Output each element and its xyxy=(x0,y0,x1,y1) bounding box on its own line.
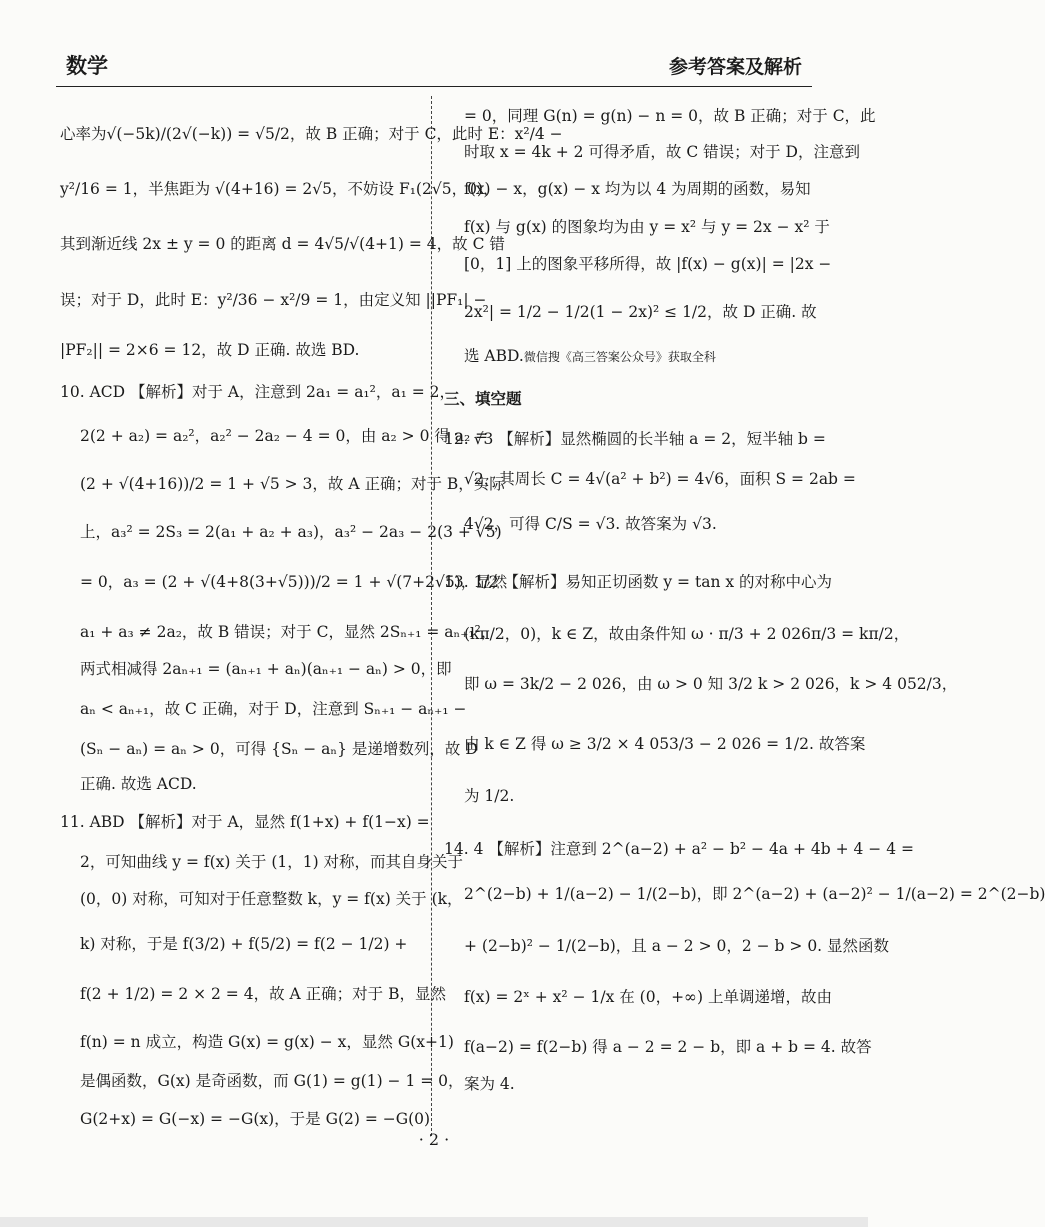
page-header-title: 参考答案及解析 xyxy=(668,56,802,78)
text-line: 正确. 故选 ACD. xyxy=(80,775,197,793)
text-line: aₙ < aₙ₊₁，故 C 正确，对于 D，注意到 Sₙ₊₁ − aₙ₊₁ − xyxy=(80,700,467,718)
text-line: a₁ + a₃ ≠ 2a₂，故 B 错误；对于 C，显然 2Sₙ₊₁ = aₙ₊₁²， xyxy=(80,623,497,641)
answer-14: 14. 4 【解析】注意到 2^(a−2) + a² − b² − 4a + 4b + 4 − 4 = xyxy=(444,840,914,858)
text-line: 案为 4. xyxy=(464,1075,515,1093)
text-line: 是偶函数，G(x) 是奇函数，而 G(1) = g(1) − 1 = 0， xyxy=(80,1072,464,1090)
text-line: y²/16 = 1，半焦距为 √(4+16) = 2√5，不妨设 F₁(2√5，0)， xyxy=(60,180,499,198)
text-line: 两式相减得 2aₙ₊₁ = (aₙ₊₁ + aₙ)(aₙ₊₁ − aₙ) > 0，即 xyxy=(80,660,452,678)
answer-12: 12. √3 【解析】显然椭圆的长半轴 a = 2，短半轴 b = xyxy=(444,430,826,448)
text-line: 误；对于 D，此时 E：y²/36 − x²/9 = 1，由定义知 ||PF₁| − xyxy=(60,291,487,309)
watermark-note: 微信搜《高三答案公众号》获取全科 xyxy=(523,350,716,364)
page-number: · 2 · xyxy=(418,1130,450,1149)
text-line: 时取 x = 4k + 2 可得矛盾，故 C 错误；对于 D，注意到 xyxy=(464,143,860,161)
text-line: k) 对称，于是 f(3/2) + f(5/2) = f(2 − 1/2) + xyxy=(80,935,408,953)
text-line: + (2−b)² − 1/(2−b)，且 a − 2 > 0，2 − b > 0. 显然函数 xyxy=(464,937,890,955)
answer-13: 13. 1/2 【解析】易知正切函数 y = tan x 的对称中心为 xyxy=(444,573,833,591)
text-line: 为 1/2. xyxy=(464,787,515,805)
text-line: f(x) = 2ˣ + x² − 1/x 在 (0，+∞) 上单调递增，故由 xyxy=(464,988,832,1006)
text-line: (2 + √(4+16))/2 = 1 + √5 > 3，故 A 正确；对于 B，实际 xyxy=(80,475,505,493)
text-line: 2x²| = 1/2 − 1/2(1 − 2x)² ≤ 1/2，故 D 正确. 故 xyxy=(464,303,817,321)
text-line: f(n) = n 成立，构造 G(x) = g(x) − x，显然 G(x+1) xyxy=(80,1033,454,1051)
text-line: (kπ/2，0)，k ∈ Z，故由条件知 ω · π/3 + 2 026π/3 = kπ/2， xyxy=(464,625,910,643)
section-title: 三、填空题 xyxy=(444,390,522,408)
text-line: 即 ω = 3k/2 − 2 026，由 ω > 0 知 3/2 k > 2 026，k > 4 052/3， xyxy=(464,675,958,693)
text-line: 2(2 + a₂) = a₂²，a₂² − 2a₂ − 4 = 0，由 a₂ > 0 得 a₂ = xyxy=(80,427,489,445)
text-line: (0，0) 对称，可知对于任意整数 k，y = f(x) 关于 (k， xyxy=(80,890,463,908)
text-line: 2，可知曲线 y = f(x) 关于 (1，1) 对称，而其自身关于 xyxy=(80,853,464,871)
text-line: f(x) 与 g(x) 的图象均为由 y = x² 与 y = 2x − x² 于 xyxy=(464,218,830,236)
text-line: 由 k ∈ Z 得 ω ≥ 3/2 × 4 053/3 − 2 026 = 1/2. 故答案 xyxy=(464,735,866,753)
answer-11: 11. ABD 【解析】对于 A，显然 f(1+x) + f(1−x) = xyxy=(60,813,430,831)
text-line: f(a−2) = f(2−b) 得 a − 2 = 2 − b，即 a + b = 4. 故答 xyxy=(464,1038,872,1056)
text-line: f(2 + 1/2) = 2 × 2 = 4，故 A 正确；对于 B，显然 xyxy=(80,985,446,1003)
text-line xyxy=(464,344,716,366)
text-line: [0，1] 上的图象平移所得，故 |f(x) − g(x)| = |2x − xyxy=(464,255,832,273)
footer-bar xyxy=(0,1217,868,1227)
text-line: 其到渐近线 2x ± y = 0 的距离 d = 4√5/√(4+1) = 4，故 C 错 xyxy=(60,235,505,253)
text-line: √2，其周长 C = 4√(a² + b²) = 4√6，面积 S = 2ab = xyxy=(464,470,856,488)
text-line: (Sₙ − aₙ) = aₙ > 0，可得 {Sₙ − aₙ} 是递增数列，故 D xyxy=(80,740,478,758)
text-span: 选 ABD. xyxy=(464,347,524,365)
subject-title: 数学 xyxy=(66,54,108,78)
answer-10: 10. ACD 【解析】对于 A，注意到 2a₁ = a₁²，a₁ = 2， xyxy=(60,383,456,401)
text-line: = 0，a₃ = (2 + √(4+8(3+√5)))/2 = 1 + √(7+2√5)，显然 xyxy=(80,573,508,591)
text-line: 上，a₃² = 2S₃ = 2(a₁ + a₂ + a₃)，a₃² − 2a₃ − 2(3 + √5) xyxy=(80,523,502,541)
text-line: |PF₂|| = 2×6 = 12，故 D 正确. 故选 BD. xyxy=(60,341,360,359)
text-line: 心率为√(−5k)/(2√(−k)) = √5/2，故 B 正确；对于 C，此时 E：x²/4 − xyxy=(60,125,563,143)
header-rule xyxy=(56,86,812,87)
text-line: 2^(2−b) + 1/(a−2) − 1/(2−b)，即 2^(a−2) + (a−2)² − 1/(a−2) = 2^(2−b) xyxy=(464,885,1045,903)
text-line: G(2+x) = G(−x) = −G(x)，于是 G(2) = −G(0) xyxy=(80,1110,431,1128)
text-line: = 0，同理 G(n) = g(n) − n = 0，故 B 正确；对于 C，此 xyxy=(464,107,876,125)
text-line: 4√2，可得 C/S = √3. 故答案为 √3. xyxy=(464,515,717,533)
text-line: f(x) − x，g(x) − x 均为以 4 为周期的函数，易知 xyxy=(464,180,811,198)
